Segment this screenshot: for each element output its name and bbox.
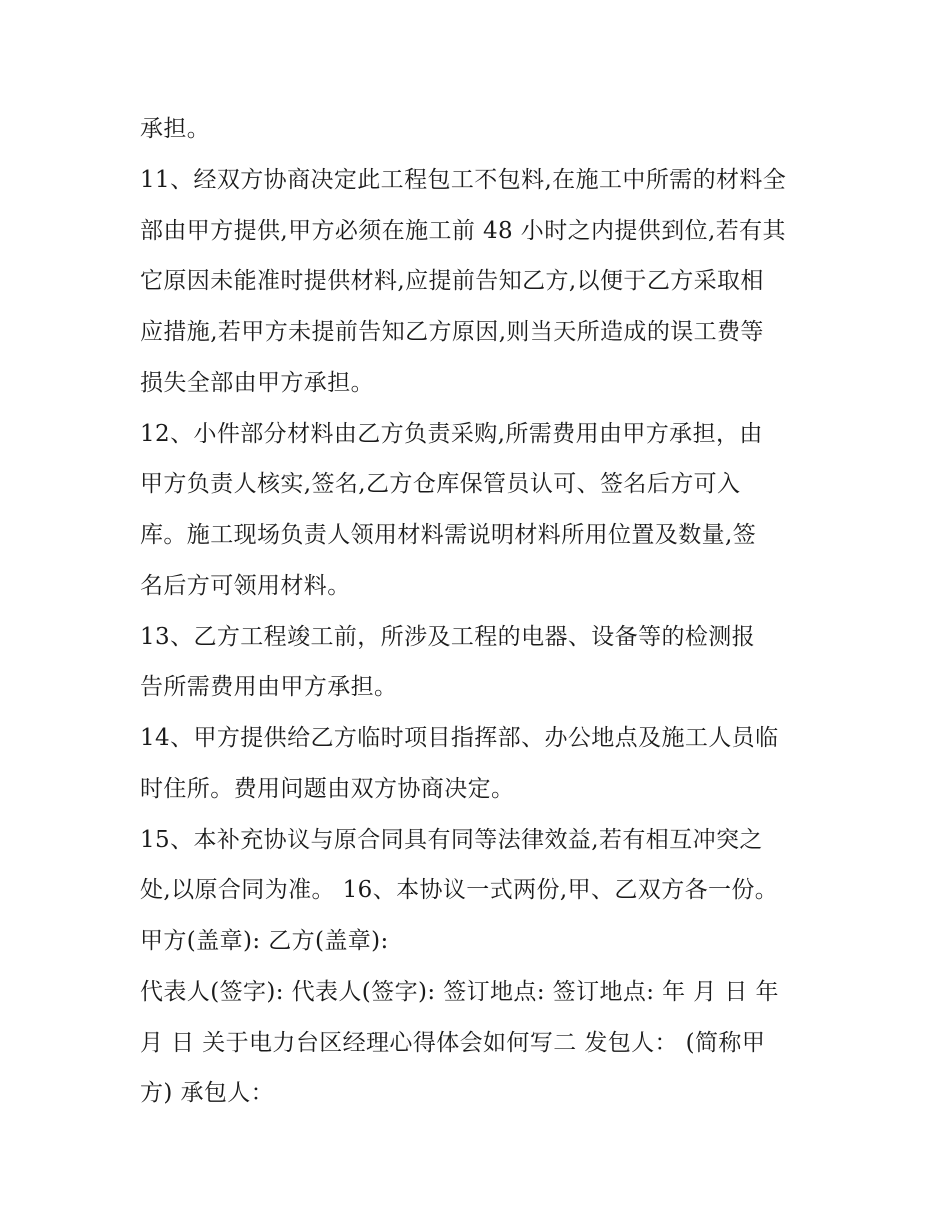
text-line: 12、小件部分材料由乙方负责采购,所需费用由甲方承担，由 (140, 421, 763, 447)
text-line: 甲方负责人核实,签名,乙方仓库保管员认可、签名后方可入 (140, 471, 741, 497)
text-line: 处,以原合同为准。 16、本协议一式两份,甲、乙双方各一份。 (140, 877, 779, 903)
text-line: 14、甲方提供给乙方临时项目指挥部、办公地点及施工人员临 (140, 725, 779, 751)
text-line: 方) 承包人： (140, 1080, 275, 1106)
text-line: 11、经双方协商决定此工程包工不包料,在施工中所需的材料全 (140, 167, 787, 193)
text-line: 月 日 关于电力台区经理心得体会如何写二 发包人： (简称甲 (140, 1030, 766, 1056)
text-line: 它原因未能准时提供材料,应提前告知乙方,以便于乙方采取相 (140, 268, 764, 294)
text-line: 名后方可领用材料。 (140, 573, 351, 599)
text-line: 代表人(签字): 代表人(签字): 签订地点: 签订地点: 年 月 日 年 (140, 979, 779, 1005)
text-line: 13、乙方工程竣工前，所涉及工程的电器、设备等的检测报 (140, 624, 756, 650)
text-line: 甲方(盖章): 乙方(盖章): (140, 928, 389, 954)
text-line: 应措施,若甲方未提前告知乙方原因,则当天所造成的误工费等 (140, 319, 764, 345)
text-line: 损失全部由甲方承担。 (140, 370, 374, 396)
text-line: 告所需费用由甲方承担。 (140, 674, 398, 700)
text-line: 时住所。费用问题由双方协商决定。 (140, 776, 515, 802)
text-line: 库。施工现场负责人领用材料需说明材料所用位置及数量,签 (140, 522, 757, 548)
text-line: 承担。 (140, 116, 211, 142)
text-line: 部由甲方提供,甲方必须在施工前 48 小时之内提供到位,若有其 (140, 218, 786, 244)
text-line: 15、本补充协议与原合同具有同等法律效益,若有相互冲突之 (140, 827, 763, 853)
